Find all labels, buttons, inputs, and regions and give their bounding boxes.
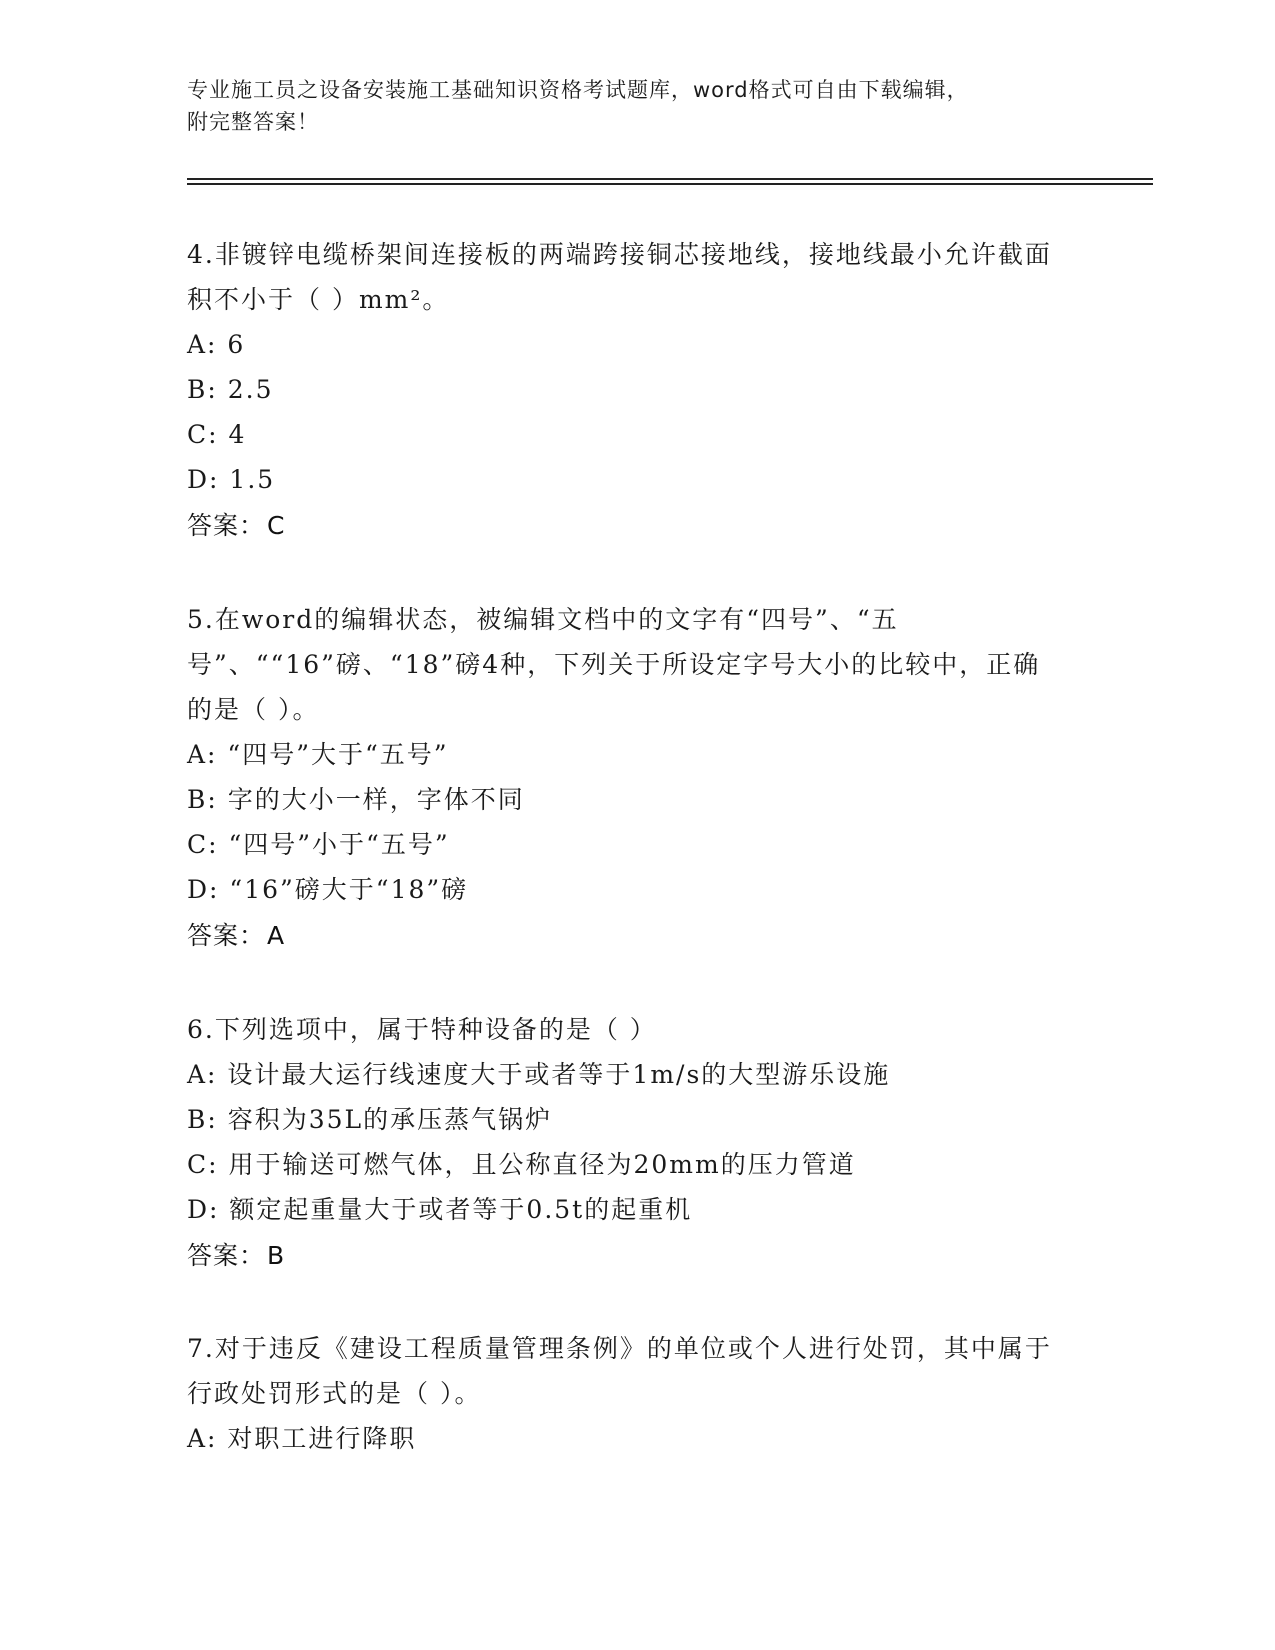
document-header (187, 74, 1067, 138)
option-a: A: 6 (187, 330, 246, 359)
header-divider-top (187, 178, 1153, 180)
option-b: B: 容积为35L的承压蒸气锅炉 (187, 1105, 553, 1134)
question-5 (187, 597, 1067, 960)
answer-label: 答案： (187, 511, 266, 540)
answer-label: 答案： (187, 1241, 266, 1270)
question-stem: 7.对于违反《建设工程质量管理条例》的单位或个人进行处罚，其中属于行政处罚形式的是（ ）。 (187, 1334, 1052, 1408)
option-a: A: 设计最大运行线速度大于或者等于1m/s的大型游乐设施 (187, 1060, 891, 1089)
header-line-1: 专业施工员之设备安装施工基础知识资格考试题库，word格式可自由下载编辑， (187, 78, 969, 102)
header-divider-bottom (187, 183, 1153, 185)
option-a: A: 对职工进行降职 (187, 1424, 417, 1453)
answer-label: 答案： (187, 921, 266, 950)
option-d: D: 额定起重量大于或者等于0.5t的起重机 (187, 1195, 693, 1224)
question-4 (187, 232, 1067, 550)
option-b: B: 2.5 (187, 375, 274, 404)
answer-value: B (267, 1241, 286, 1270)
option-c: C: 用于输送可燃气体，且公称直径为20mm的压力管道 (187, 1150, 856, 1179)
answer-value: A (267, 921, 286, 950)
question-stem: 5.在word的编辑状态，被编辑文档中的文字有“四号”、“五号”、““16”磅、“18”磅4种，下列关于所设定字号大小的比较中，正确的是（ ）。 (187, 605, 1041, 724)
question-stem: 4.非镀锌电缆桥架间连接板的两端跨接铜芯接地线，接地线最小允许截面积不小于（ ）mm²。 (187, 240, 1052, 314)
header-line-2: 附完整答案！ (187, 110, 319, 134)
answer (187, 912, 1067, 960)
answer-value: C (267, 511, 286, 540)
option-b: B: 字的大小一样，字体不同 (187, 785, 525, 814)
option-d: D: 1.5 (187, 465, 276, 494)
question-stem: 6.下列选项中，属于特种设备的是（ ） (187, 1015, 657, 1044)
question-6 (187, 1007, 1067, 1280)
option-c: C: 4 (187, 420, 247, 449)
option-c: C: “四号”小于“五号” (187, 830, 450, 859)
question-7 (187, 1326, 1067, 1461)
option-a: A: “四号”大于“五号” (187, 740, 449, 769)
option-d: D: “16”磅大于“18”磅 (187, 875, 469, 904)
answer (187, 1232, 1067, 1280)
answer (187, 502, 1067, 550)
